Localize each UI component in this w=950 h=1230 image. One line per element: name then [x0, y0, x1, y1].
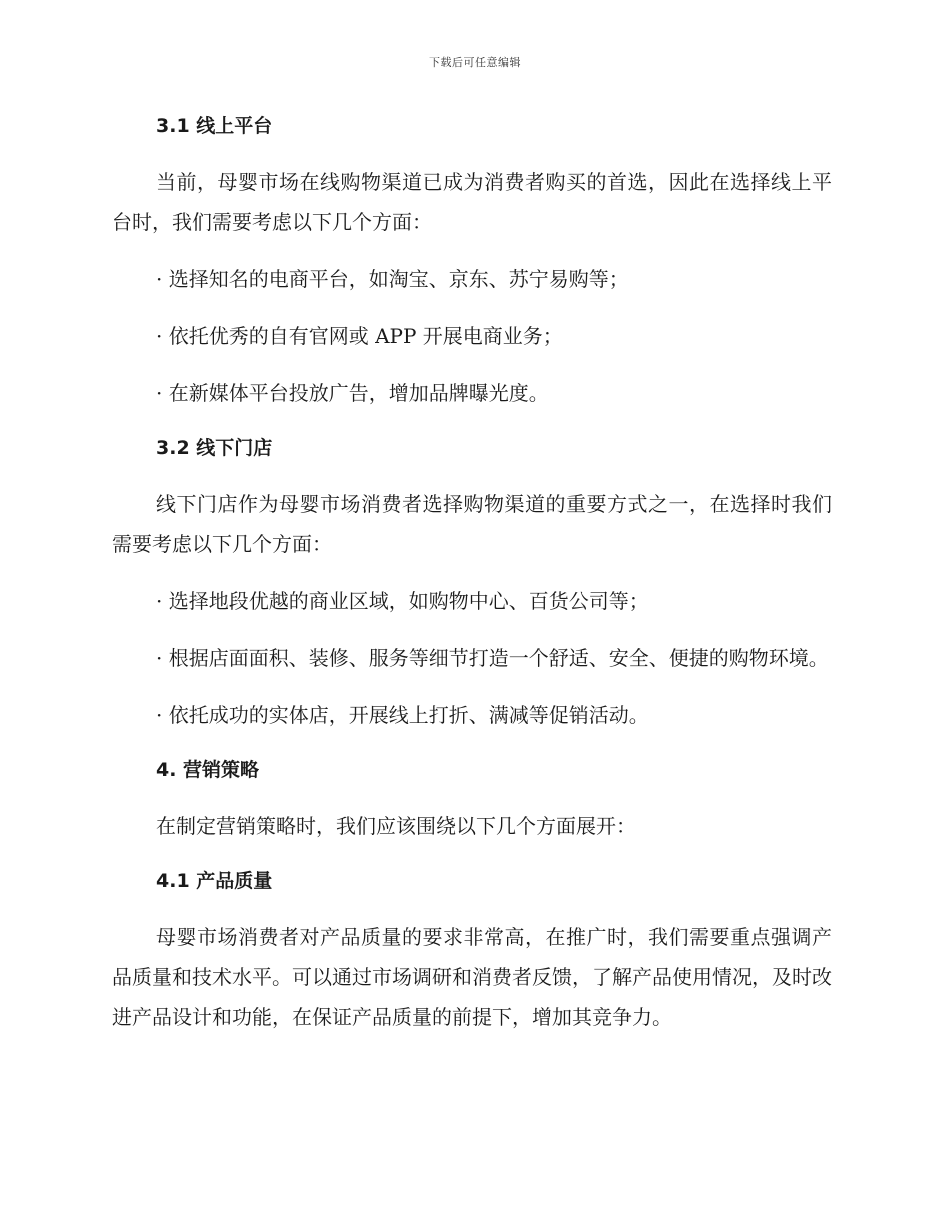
paragraph-marketing-intro: 在制定营销策略时，我们应该围绕以下几个方面展开：	[156, 814, 636, 838]
page-header-note: 下载后可任意编辑	[429, 56, 521, 69]
bullet-offline-2: · 根据店面面积、装修、服务等细节打造一个舒适、安全、便捷的购物环境。	[156, 646, 829, 670]
document-body	[112, 108, 832, 1054]
section-heading-3-1: 3.1 线上平台	[156, 115, 273, 137]
section-heading-4-1: 4.1 产品质量	[156, 870, 273, 892]
paragraph-offline-intro: 线下门店作为母婴市场消费者选择购物渠道的重要方式之一，在选择时我们需要考虑以下几个方面：	[112, 492, 832, 556]
bullet-online-1: · 选择知名的电商平台，如淘宝、京东、苏宁易购等；	[156, 267, 629, 291]
bullet-online-2: · 依托优秀的自有官网或 APP 开展电商业务；	[156, 324, 563, 348]
section-heading-4: 4. 营销策略	[156, 759, 260, 781]
section-heading-3-2: 3.2 线下门店	[156, 437, 273, 459]
paragraph-product-quality: 母婴市场消费者对产品质量的要求非常高，在推广时，我们需要重点强调产品质量和技术水平。可以通过市场调研和消费者反馈，了解产品使用情况，及时改进产品设计和功能，在保证产品质量的前提下，增加其竞争力。	[112, 925, 832, 1029]
bullet-offline-1: · 选择地段优越的商业区域，如购物中心、百货公司等；	[156, 589, 649, 613]
paragraph-online-intro: 当前，母婴市场在线购物渠道已成为消费者购买的首选，因此在选择线上平台时，我们需要考虑以下几个方面：	[112, 170, 832, 234]
bullet-offline-3: · 依托成功的实体店，开展线上打折、满减等促销活动。	[156, 703, 649, 727]
bullet-online-3: · 在新媒体平台投放广告，增加品牌曝光度。	[156, 381, 549, 405]
